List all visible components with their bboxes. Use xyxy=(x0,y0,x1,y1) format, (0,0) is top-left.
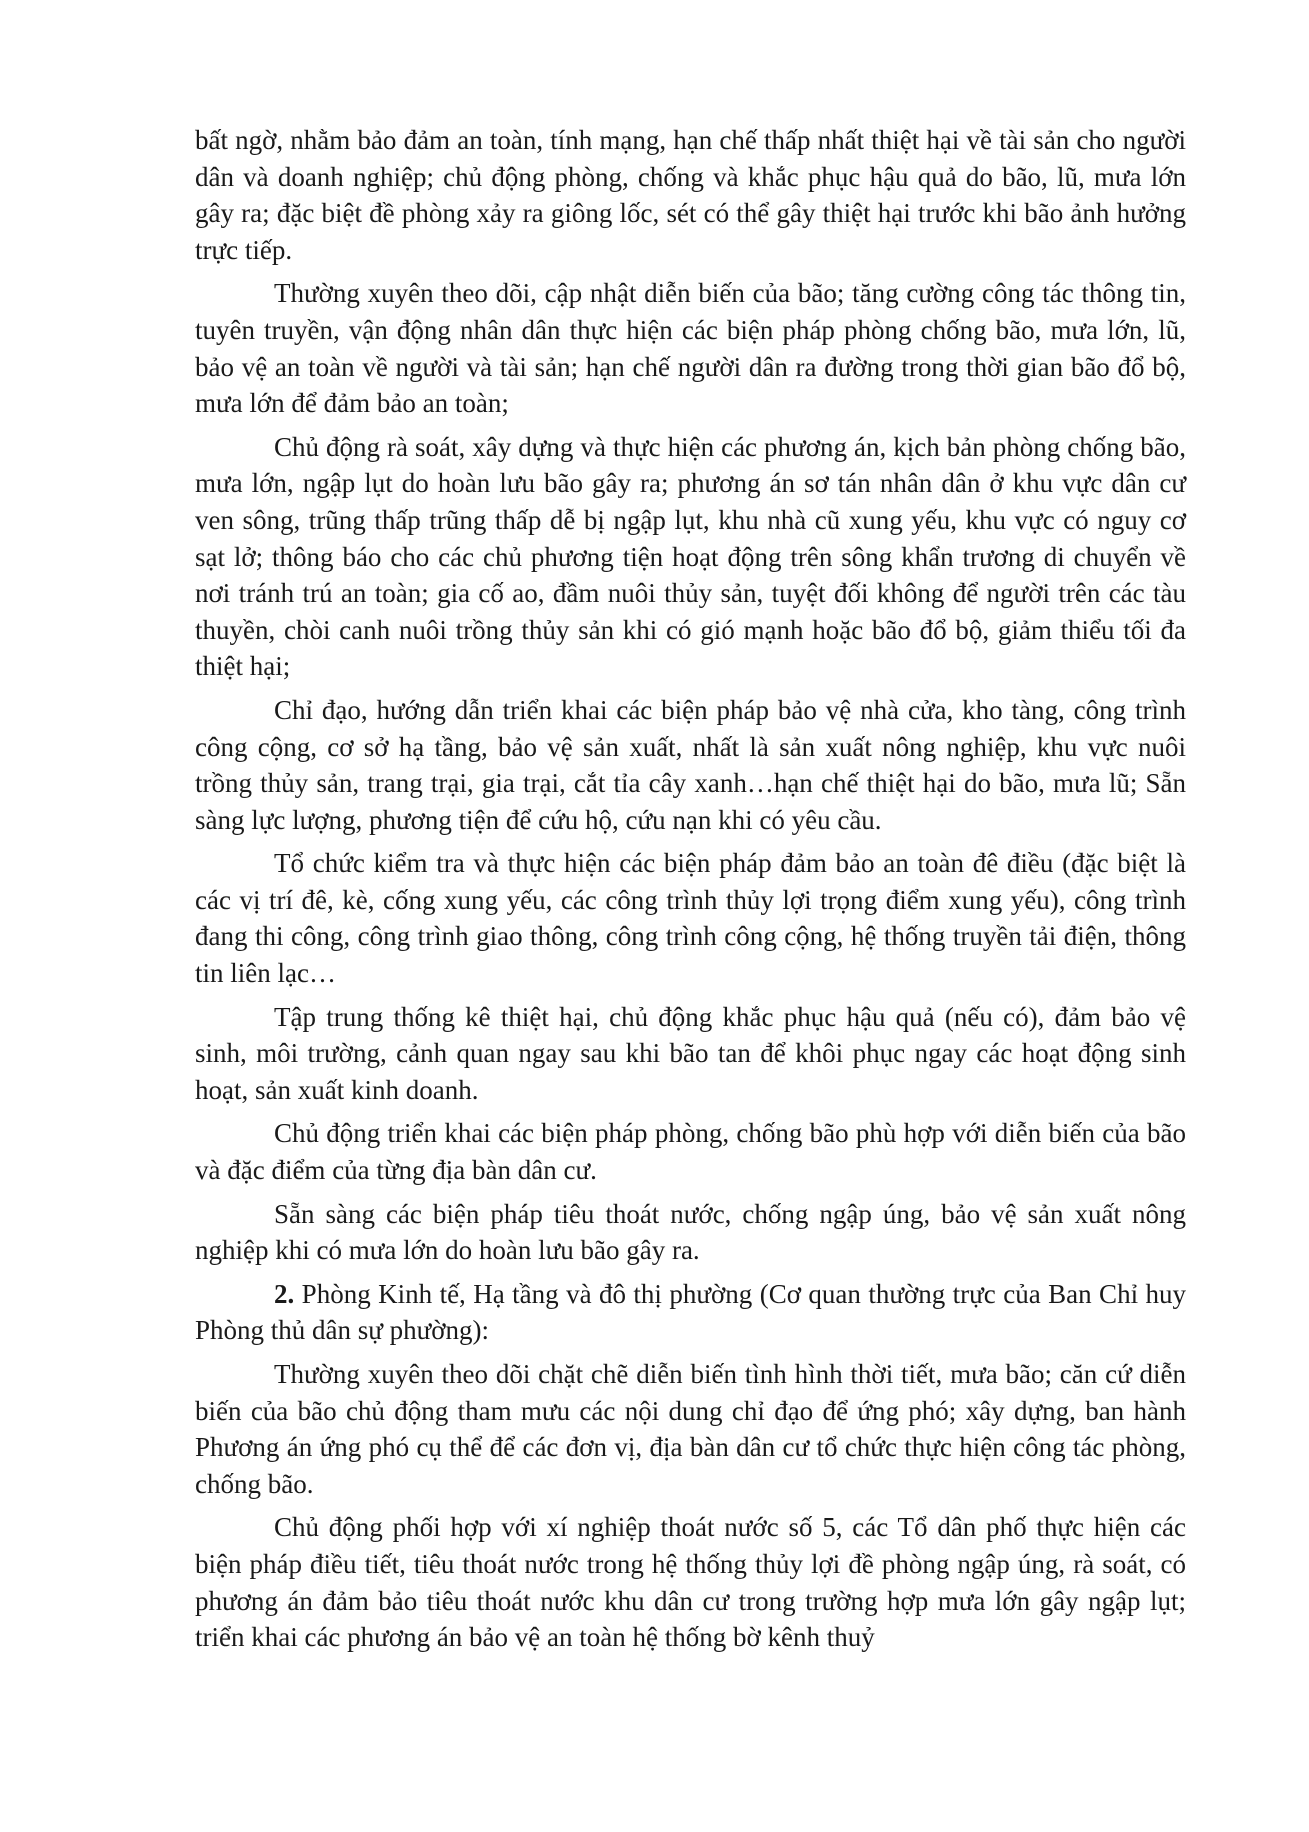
paragraph-damage-recovery: Tập trung thống kê thiệt hại, chủ động khắc phục hậu quả (nếu có), đảm bảo vệ sinh, môi trường, cảnh quan ngay sau khi bão tan để khôi phục ngay các hoạt động sinh hoạt, sản xuất kinh doanh. xyxy=(195,1001,1186,1105)
section-heading-text: Phòng Kinh tế, Hạ tầng và đô thị phường (Cơ quan thường trực của Ban Chỉ huy Phòng thủ dân sự phường): xyxy=(195,1278,1186,1346)
paragraph-proactive-measures: Chủ động triển khai các biện pháp phòng, chống bão phù hợp với diễn biến của bão và đặc điểm của từng địa bàn dân cư. xyxy=(195,1118,1186,1186)
paragraph-section-2-heading xyxy=(195,1276,1186,1349)
paragraph-drainage-coordination: Chủ động phối hợp với xí nghiệp thoát nước số 5, các Tổ dân phố thực hiện các biện pháp điều tiết, tiêu thoát nước trong hệ thống thủy lợi đề phòng ngập úng, rà soát, có phương án đảm bảo tiêu thoát nước khu dân cư trong trường hợp mưa lớn gây ngập lụt; triển khai các phương án bảo vệ an toàn hệ thống bờ kênh thuỷ xyxy=(195,1512,1186,1653)
section-number: 2. xyxy=(274,1278,295,1309)
paragraph-weather-monitoring: Thường xuyên theo dõi chặt chẽ diễn biến tình hình thời tiết, mưa bão; căn cứ diễn biến của bão chủ động tham mưu các nội dung chỉ đạo để ứng phó; xây dựng, ban hành Phương án ứng phó cụ thể để các đơn vị, địa bàn dân cư tổ chức thực hiện công tác phòng, chống bão. xyxy=(195,1359,1186,1499)
paragraph-dike-safety: Tổ chức kiểm tra và thực hiện các biện pháp đảm bảo an toàn đê điều (đặc biệt là các vị trí đê, kè, cống xung yếu, các công trình thủy lợi trọng điểm xung yếu), công trình đang thi công, công trình giao thông, công trình công cộng, hệ thống truyền tải điện, thông tin liên lạc… xyxy=(195,848,1186,989)
paragraph-protect-property: Chỉ đạo, hướng dẫn triển khai các biện pháp bảo vệ nhà cửa, kho tàng, công trình công cộng, cơ sở hạ tầng, bảo vệ sản xuất, nhất là sản xuất nông nghiệp, khu vực nuôi trồng thủy sản, trang trại, gia trại, cắt tỉa cây xanh…hạn chế thiệt hại do bão, mưa lũ; Sẵn sàng lực lượng, phương tiện để cứu hộ, cứu nạn khi có yêu cầu. xyxy=(195,694,1186,835)
paragraph-continuation: bất ngờ, nhằm bảo đảm an toàn, tính mạng, hạn chế thấp nhất thiệt hại về tài sản cho người dân và doanh nghiệp; chủ động phòng, chống và khắc phục hậu quả do bão, lũ, mưa lớn gây ra; đặc biệt đề phòng xảy ra giông lốc, sét có thể gây thiệt hại trước khi bão ảnh hưởng trực tiếp. xyxy=(195,125,1186,265)
paragraph-monitor-storm: Thường xuyên theo dõi, cập nhật diễn biến của bão; tăng cường công tác thông tin, tuyên truyền, vận động nhân dân thực hiện các biện pháp phòng chống bão, mưa lớn, lũ, bảo vệ an toàn về người và tài sản; hạn chế người dân ra đường trong thời gian bão đổ bộ, mưa lớn để đảm bảo an toàn; xyxy=(195,278,1186,419)
paragraph-drainage-readiness: Sẵn sàng các biện pháp tiêu thoát nước, chống ngập úng, bảo vệ sản xuất nông nghiệp khi có mưa lớn do hoàn lưu bão gây ra. xyxy=(195,1198,1186,1266)
paragraph-evacuation-plan: Chủ động rà soát, xây dựng và thực hiện các phương án, kịch bản phòng chống bão, mưa lớn, ngập lụt do hoàn lưu bão gây ra; phương án sơ tán nhân dân ở khu vực dân cư ven sông, trũng thấp trũng thấp dễ bị ngập lụt, khu nhà cũ xung yếu, khu vực có nguy cơ sạt lở; thông báo cho các chủ phương tiện hoạt động trên sông khẩn trương di chuyển về nơi tránh trú an toàn; gia cố ao, đầm nuôi thủy sản, tuyệt đối không để người trên các tàu thuyền, chòi canh nuôi trồng thủy sản khi có gió mạnh hoặc bão đổ bộ, giảm thiểu tối đa thiệt hại; xyxy=(195,431,1186,682)
document-body xyxy=(195,122,1186,1663)
